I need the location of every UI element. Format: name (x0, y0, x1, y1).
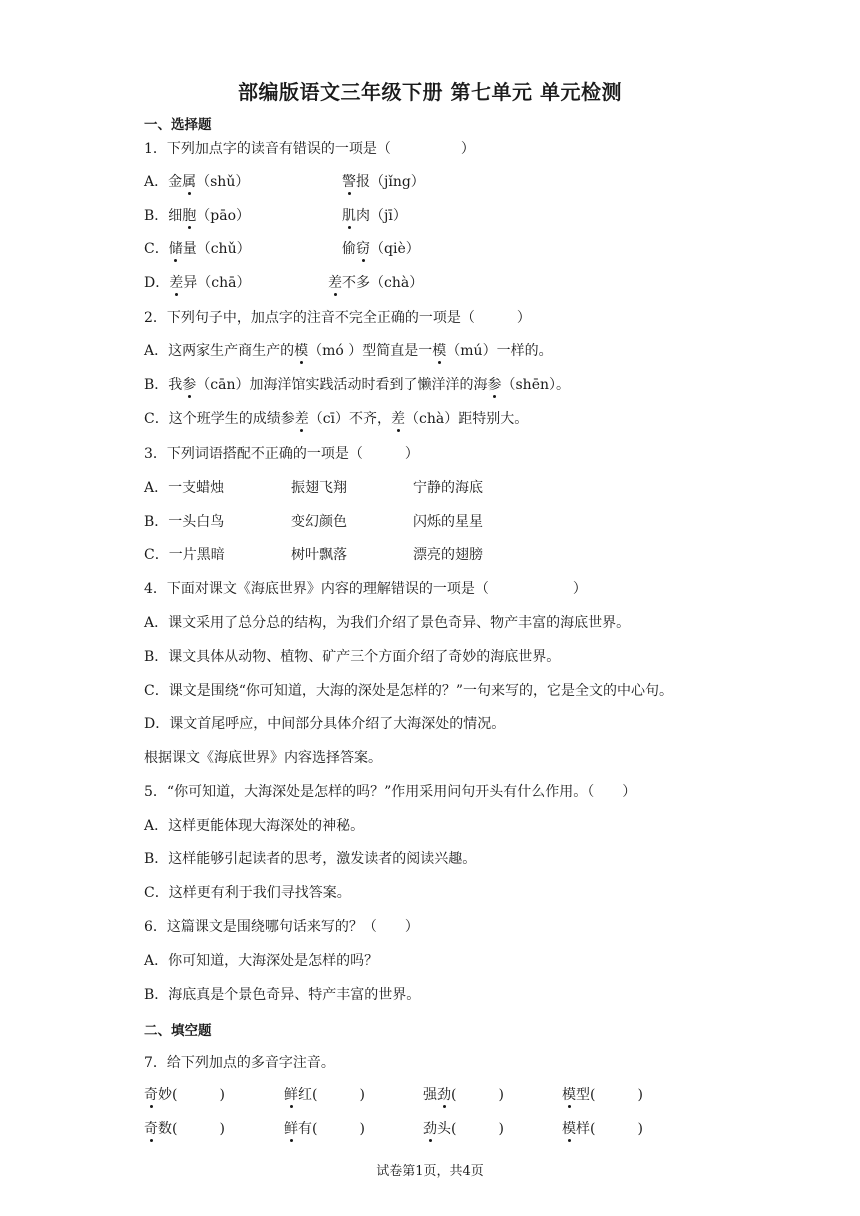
question-3-stem: 3．下列词语搭配不正确的一项是（ ） (144, 446, 419, 462)
q1-option-a-right: 警报（jǐng） (342, 174, 425, 190)
q4-option-b: B．课文具体从动物、植物、矿产三个方面介绍了奇妙的海底世界。 (144, 649, 561, 665)
q2-option-b: B．我参（cān）加海洋馆实践活动时看到了懒洋洋的海参（shēn）。 (144, 377, 571, 393)
q1-option-b-left: B．细胞（pāo） (144, 208, 251, 224)
q7-item-muyang: 模样( ) (562, 1121, 643, 1137)
q1-option-b-right: 肌肉（jī） (342, 208, 407, 224)
q1-option-c-right: 偷窃（qiè） (342, 241, 420, 257)
q1-option-d-right: 差不多（chà） (328, 275, 424, 291)
q7-item-jishu: 奇数( ) (144, 1121, 225, 1137)
section-heading-choice: 一、选择题 (144, 117, 212, 133)
page-footer: 试卷第1页，共4页 (376, 1164, 484, 1179)
q5-option-b: B．这样能够引起读者的思考，激发读者的阅读兴趣。 (144, 851, 477, 867)
q3-a-col2: 振翅飞翔 (291, 480, 347, 496)
q4-option-c: C．课文是围绕“你可知道，大海的深处是怎样的？”一句来写的，它是全文的中心句。 (144, 683, 674, 699)
question-1-stem: 1．下列加点字的读音有错误的一项是（ ） (144, 141, 475, 157)
q2-option-c: C．这个班学生的成绩参差（cī）不齐，差（chà）距特别大。 (144, 411, 529, 427)
q1-option-a-left: A．金属（shǔ） (144, 174, 250, 190)
q5-option-a: A．这样更能体现大海深处的神秘。 (144, 818, 365, 834)
q3-c-col2: 树叶飘落 (291, 547, 347, 563)
question-2-stem: 2．下列句子中，加点字的注音不完全正确的一项是（ ） (144, 310, 531, 326)
q7-item-moxing: 模型( ) (562, 1087, 643, 1103)
q3-a-col3: 宁静的海底 (413, 480, 483, 496)
page-title: 部编版语文三年级下册 第七单元 单元检测 (238, 80, 622, 104)
q7-item-xianhong: 鲜红( ) (284, 1087, 365, 1103)
q3-b-col2: 变幻颜色 (291, 514, 347, 530)
q3-a-col1: A．一支蜡烛 (144, 480, 225, 496)
question-5-stem: 5．“你可知道，大海深处是怎样的吗？”作用采用问句开头有什么作用。（ ） (144, 784, 637, 800)
q5-option-c: C．这样更有利于我们寻找答案。 (144, 885, 351, 901)
question-6-stem: 6．这篇课文是围绕哪句话来写的？（ ） (144, 919, 419, 935)
q3-b-col1: B．一头白鸟 (144, 514, 225, 530)
q4-option-d: D．课文首尾呼应，中间部分具体介绍了大海深处的情况。 (144, 716, 506, 732)
q2-option-a: A．这两家生产商生产的模（mó ）型简直是一模（mú）一样的。 (144, 343, 553, 359)
q7-item-xianyou: 鲜有( ) (284, 1121, 365, 1137)
q4-option-a: A．课文采用了总分总的结构，为我们介绍了景色奇异、物产丰富的海底世界。 (144, 615, 631, 631)
section-heading-fill: 二、填空题 (144, 1023, 212, 1039)
q6-option-b: B．海底真是个景色奇异、特产丰富的世界。 (144, 987, 421, 1003)
reading-instruction: 根据课文《海底世界》内容选择答案。 (144, 750, 382, 766)
question-7-stem: 7．给下列加点的多音字注音。 (144, 1055, 335, 1071)
q7-item-jintou: 劲头( ) (423, 1121, 504, 1137)
question-4-stem: 4．下面对课文《海底世界》内容的理解错误的一项是（ ） (144, 581, 587, 597)
q7-item-qimiao: 奇妙( ) (144, 1087, 225, 1103)
q3-b-col3: 闪烁的星星 (413, 514, 483, 530)
q7-item-qiangjing: 强劲( ) (423, 1087, 504, 1103)
q1-option-c-left: C．储量（chǔ） (144, 241, 251, 257)
q3-c-col3: 漂亮的翅膀 (413, 547, 483, 563)
q6-option-a: A．你可知道，大海深处是怎样的吗？ (144, 953, 379, 969)
q3-c-col1: C．一片黑暗 (144, 547, 225, 563)
q1-option-d-left: D．差异（chā） (144, 275, 251, 291)
